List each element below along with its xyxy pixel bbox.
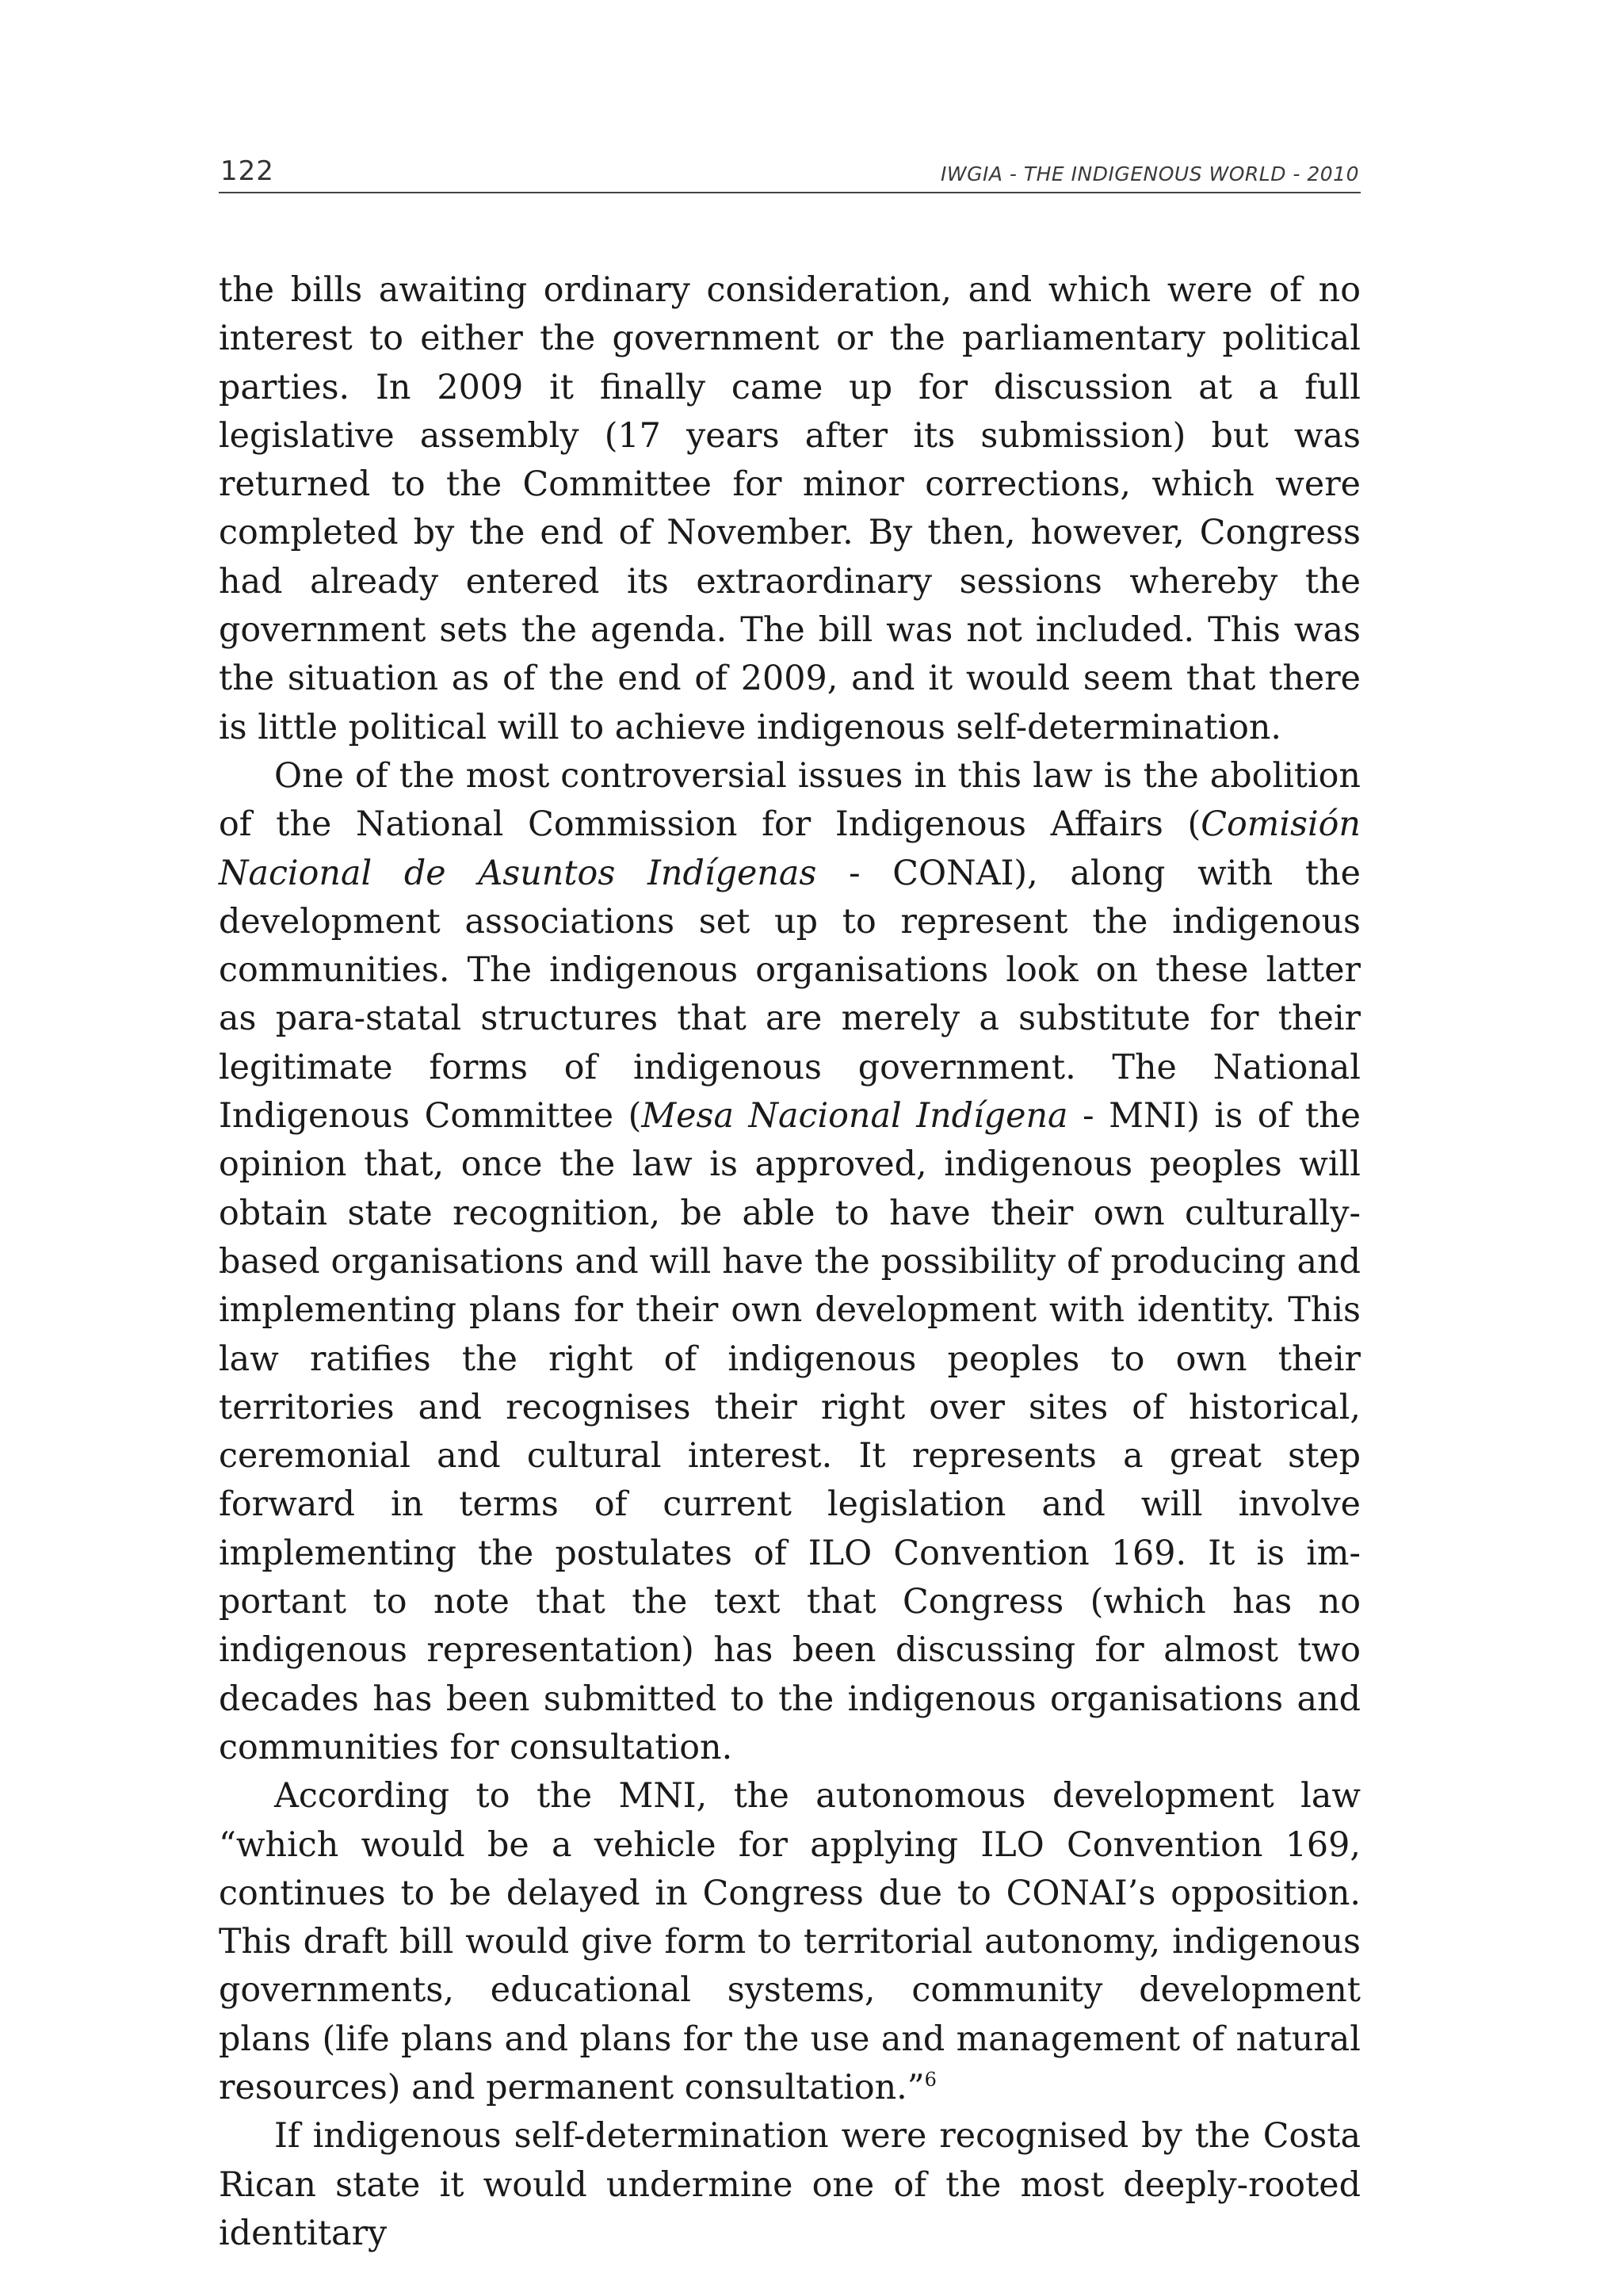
body-text [219, 266, 1361, 2258]
footnote-reference: 6 [924, 2068, 937, 2091]
paragraph-2-text-c: - MNI) is of the opinion that, once the law is approved, indigenous peoples will obtain state recognition, be able to have their own culturally-based organisations and will have the possibility of producing and implementing plans for their own development with identity. This law ratifies the right of indigenous peoples to own their territories and recognises their right over sites of historical, ceremonial and cultural interest. It represents a great step forward in terms of current legislation and will involve implementing the postulates of ILO Convention 169. It is important to note that the text that Congress (which has no indigenous representation) has been discussing for almost two decades has been submitted to the indigenous organisations and communities for consultation. [219, 1096, 1361, 1767]
running-title: IWGIA - THE INDIGENOUS WORLD - 2010 [940, 162, 1359, 185]
paragraph-2-italic-mni: Mesa Nacional Indígena [641, 1096, 1068, 1137]
paragraph-1: the bills awaiting ordinary consideration, and which were of no interest to either the government or the parliamentary political parties. In 2009 it finally came up for discussion at a full legislative assembly (17 years after its submission) but was returned to the Committee for minor corrections, which were completed by the end of November. By then, however, Congress had already entered its extraordinary sessions whereby the government sets the agenda. The bill was not included. This was the situation as of the end of 2009, and it would seem that there is little political will to achieve indigenous self-determination. [219, 270, 1361, 747]
paragraph-2 [219, 752, 1361, 1772]
paragraph-4: If indigenous self-determination were recognised by the Costa Rican state it would undermine one of the most deeply-rooted identitary [219, 2116, 1361, 2253]
paragraph-2-text-a: One of the most controversial issues in this law is the abolition of the National Commission for Indigenous Affairs ( [219, 755, 1361, 845]
page-header [219, 152, 1361, 193]
paragraph-2-italic-conai: Comisión Nacional de Asuntos Indígenas [219, 804, 1361, 893]
paragraph-2-text-b: - CONAI), along with the development associations set up to represent the indigenous communities. The indigenous organisations look on these latter as para-statal structures that are merely a substitute for their legitimate forms of indigenous government. The National Indigenous Committee ( [219, 853, 1361, 1137]
paragraph-3 [219, 1772, 1361, 2112]
paragraph-3-text: According to the MNI, the autonomous development law “which would be a vehicle for applying ILO Convention 169, continues to be delayed in Congress due to CONAI’s opposition. This draft bill would give form to territorial autonomy, indigenous governments, educational systems, community development plans (life plans and plans for the use and management of natural resources) and permanent consultation.” [219, 1776, 1361, 2107]
page-number: 122 [220, 155, 274, 187]
